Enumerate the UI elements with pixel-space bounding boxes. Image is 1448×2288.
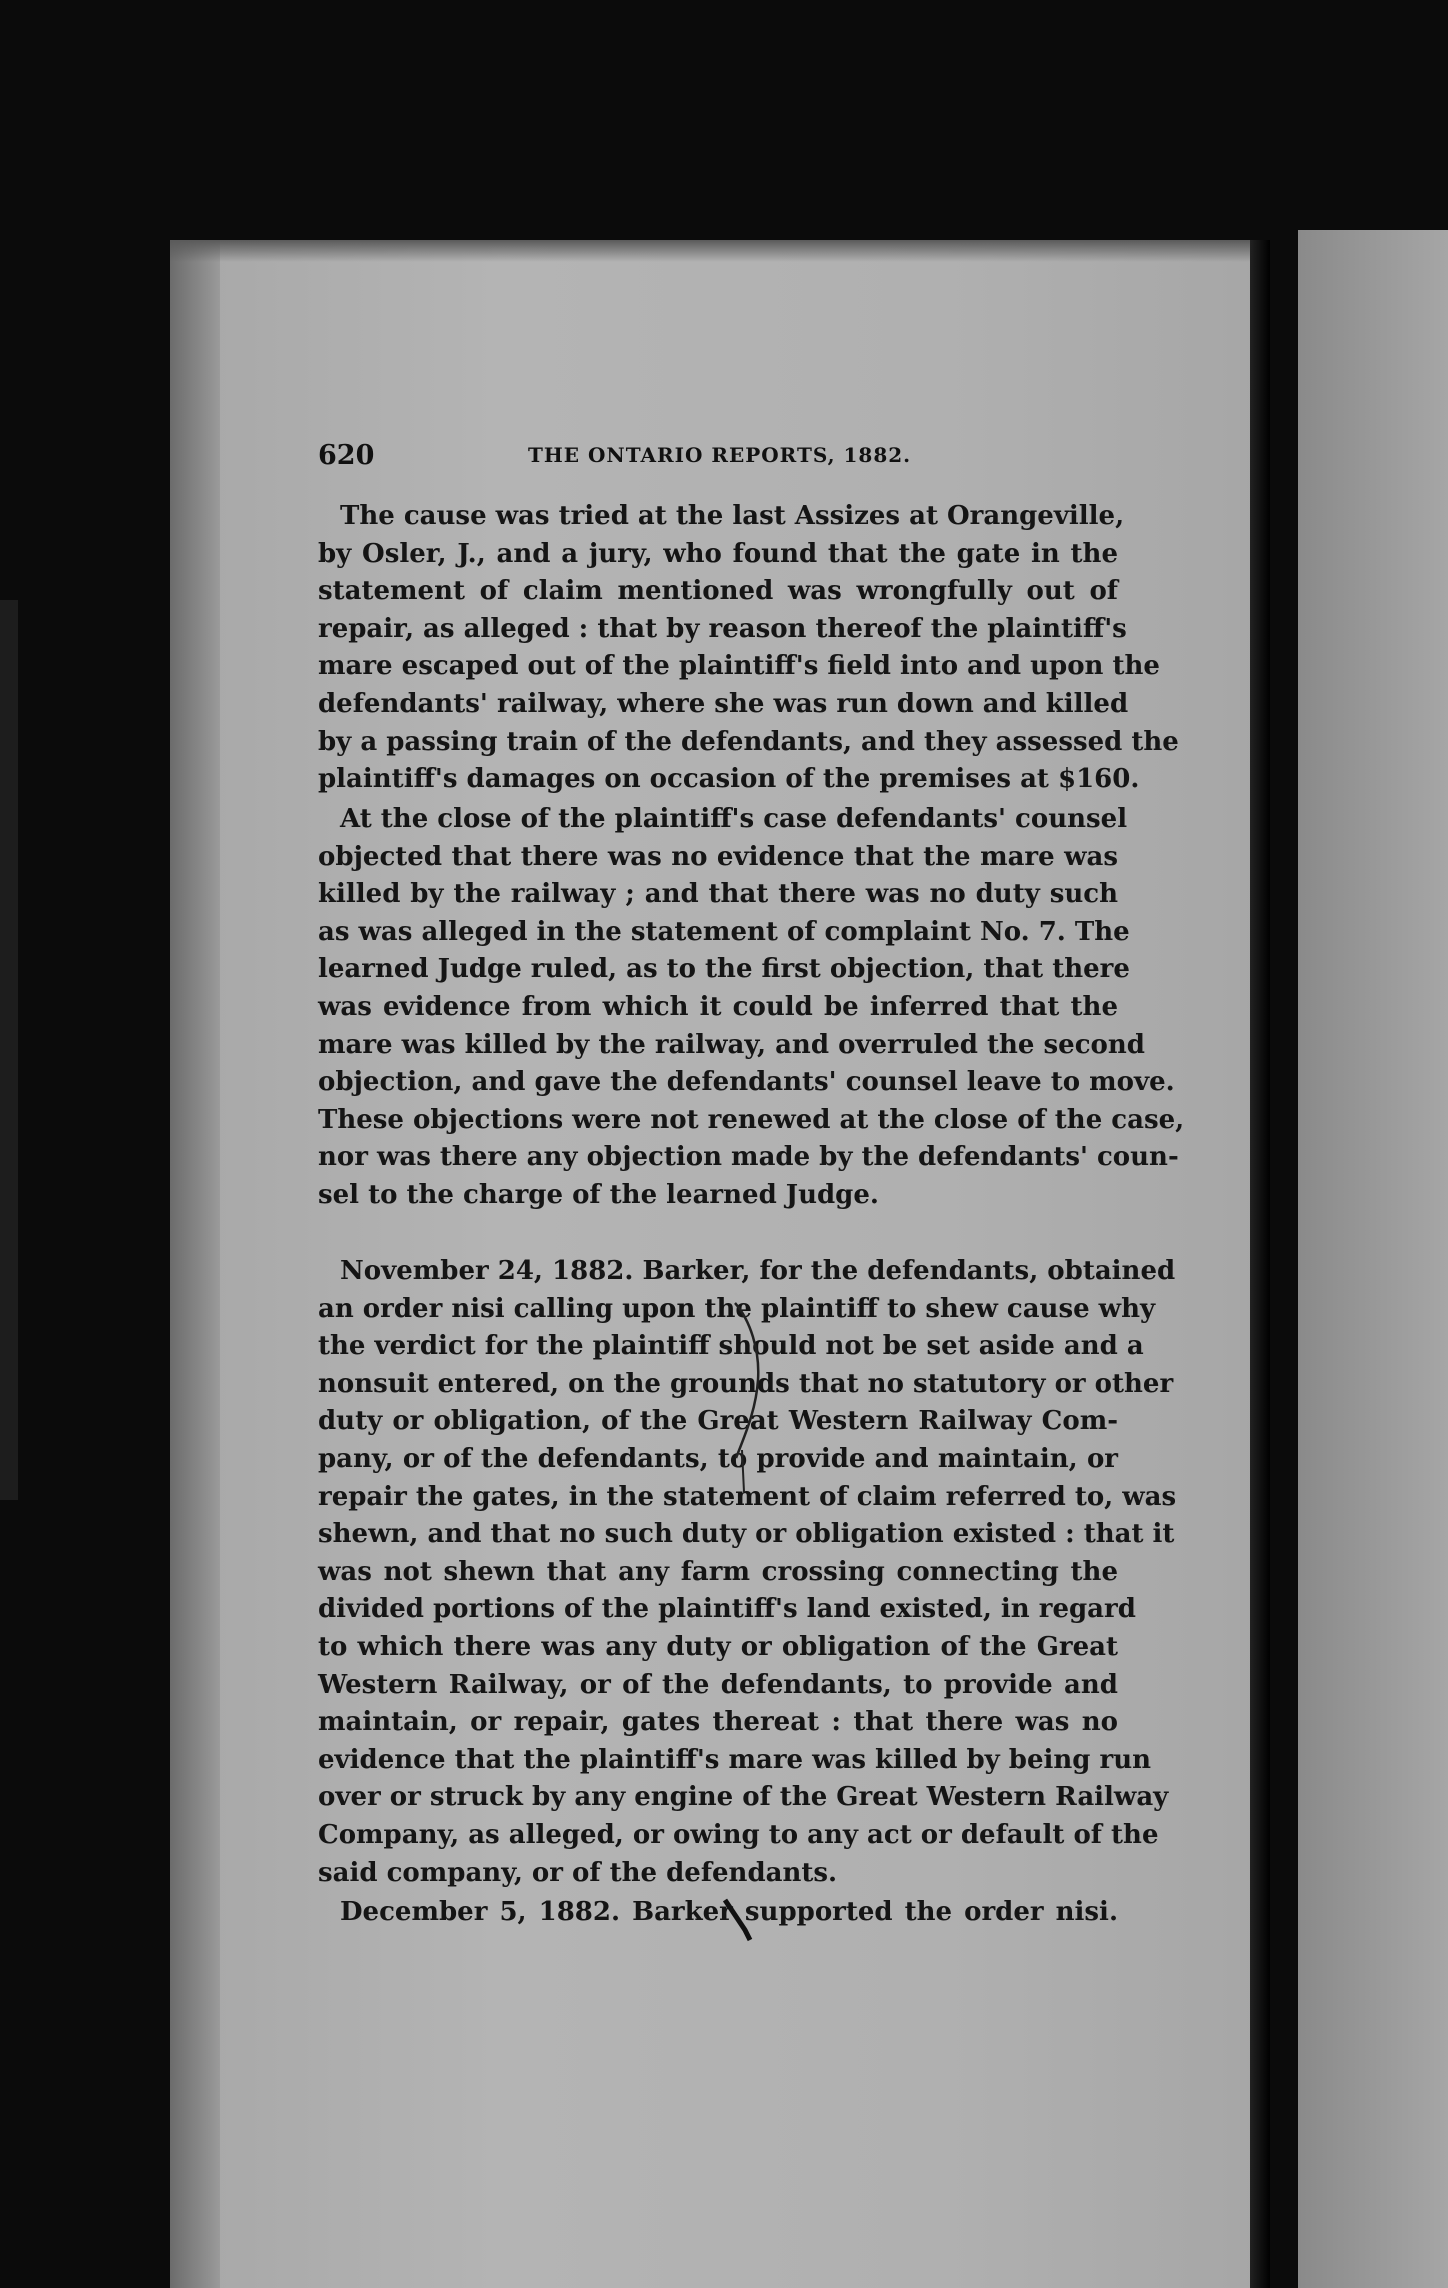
text-line: divided portions of the plaintiff's land existed, in regard <box>318 1594 1136 1625</box>
text-line: November 24, 1882. Barker, for the defendants, obtained <box>340 1256 1176 1286</box>
text-line: by Osler, J., and a jury, who found that the gate in the <box>318 538 1118 569</box>
facing-page-edge <box>1298 230 1448 2288</box>
text-line: Western Railway, or of the defendants, to provide and <box>318 1669 1118 1700</box>
text-line: Company, as alleged, or owing to any act or default of the <box>318 1819 1159 1850</box>
text-line: duty or obligation, of the Great Western Railway Com- <box>318 1406 1118 1437</box>
text-line: to which there was any duty or obligation of the Great <box>318 1631 1118 1662</box>
text-line: pany, or of the defendants, to provide and maintain, or <box>318 1443 1118 1474</box>
paragraph-4 <box>318 1894 1118 1932</box>
running-head: THE ONTARIO REPORTS, 1882. <box>528 443 912 467</box>
text-line: as was alleged in the statement of complaint No. 7. The <box>318 916 1130 947</box>
text-line: by a passing train of the defendants, and they assessed the <box>318 726 1179 757</box>
text-line: repair, as alleged : that by reason thereof the plaintiff's <box>318 613 1127 644</box>
text-line: plaintiff's damages on occasion of the premises at $160. <box>318 764 1140 795</box>
text-line: The cause was tried at the last Assizes at Orangeville, <box>340 501 1125 531</box>
text-line: nonsuit entered, on the grounds that no statutory or other <box>318 1368 1174 1399</box>
text-line: objected that there was no evidence that the mare was <box>318 841 1118 872</box>
scan-border-left <box>0 600 18 1500</box>
text-line: statement of claim mentioned was wrongfully out of <box>318 576 1118 607</box>
text-line: over or struck by any engine of the Great Western Railway <box>318 1782 1169 1813</box>
page-top-shadow <box>170 240 1270 262</box>
page-right-edge <box>1250 240 1270 2288</box>
text-line: mare was killed by the railway, and overruled the second <box>318 1029 1145 1060</box>
text-line: nor was there any objection made by the defendants' coun- <box>318 1142 1179 1173</box>
text-line: objection, and gave the defendants' counsel leave to move. <box>318 1067 1175 1098</box>
book-page <box>170 240 1270 2288</box>
text-line: was evidence from which it could be inferred that the <box>318 991 1118 1022</box>
text-line: At the close of the plaintiff's case defendants' counsel <box>340 804 1128 834</box>
text-line: defendants' railway, where she was run down and killed <box>318 688 1129 719</box>
paragraph-3 <box>318 1253 1177 1892</box>
text-line: shewn, and that no such duty or obligation existed : that it <box>318 1519 1175 1550</box>
page-gutter <box>170 240 220 2288</box>
page-number: 620 <box>318 440 375 471</box>
text-line: These objections were not renewed at the close of the case, <box>318 1104 1185 1135</box>
text-line: December 5, 1882. Barker supported the order nisi. <box>340 1897 1118 1927</box>
page-header <box>318 440 1118 470</box>
paragraph-1 <box>318 498 1179 799</box>
text-line: was not shewn that any farm crossing connecting the <box>318 1556 1118 1587</box>
text-line: an order nisi calling upon the plaintiff to shew cause why <box>318 1293 1156 1324</box>
text-line: said company, or of the defendants. <box>318 1857 838 1888</box>
text-line: evidence that the plaintiff's mare was killed by being run <box>318 1744 1152 1775</box>
text-line: repair the gates, in the statement of claim referred to, was <box>318 1481 1177 1512</box>
text-line: learned Judge ruled, as to the first objection, that there <box>318 954 1130 985</box>
text-line: mare escaped out of the plaintiff's field into and upon the <box>318 651 1160 682</box>
text-line: maintain, or repair, gates thereat : that there was no <box>318 1707 1118 1738</box>
text-line: sel to the charge of the learned Judge. <box>318 1179 879 1210</box>
text-line: the verdict for the plaintiff should not be set aside and a <box>318 1331 1144 1362</box>
paragraph-2 <box>318 801 1185 1215</box>
text-line: killed by the railway ; and that there was no duty such <box>318 879 1118 910</box>
